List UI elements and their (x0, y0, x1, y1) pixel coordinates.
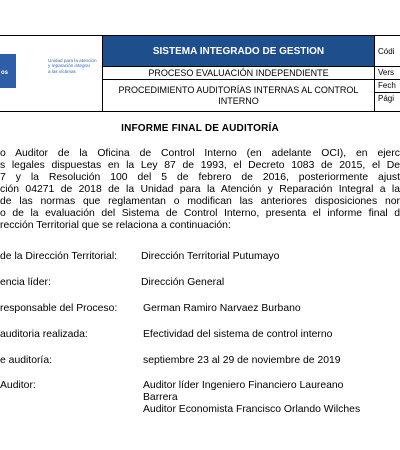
field-label: responsable del Proceso: (0, 303, 118, 314)
intro-line: 7 y la Resolución 100 del 5 de febrero de 2016, posteriormente ajust (0, 172, 400, 183)
procedure-name (103, 80, 375, 112)
logo-text-line: a las víctimas (48, 68, 76, 74)
code-label: Códi (375, 35, 400, 67)
field-value: German Ramiro Narvaez Burbano (143, 303, 301, 314)
field-label: de la Dirección Territorial: (0, 251, 118, 262)
field-label: Auditor: (0, 380, 36, 391)
field-value: septiembre 23 al 29 de noviembre de 2019 (143, 355, 341, 366)
page-label: Pági (375, 93, 400, 112)
intro-line: o de la evaluación del Sistema de Control Interno, presenta el informe final d (0, 208, 400, 219)
field-value: Auditor líder Ingeniero Financiero Laureano (143, 380, 344, 391)
procedure-line-1: PROCEDIMIENTO AUDITORÍAS INTERNAS AL CONTROL (118, 84, 359, 95)
field-value: Dirección Territorial Putumayo (141, 251, 280, 262)
procedure-line-2: INTERNO (218, 95, 259, 106)
date-label: Fech (375, 80, 400, 93)
logo-text-line: Unidad para la atención (48, 58, 97, 63)
intro-line: s legales dispuestas en la Ley 87 de 1993, el Decreto 1083 de 2015, el De (0, 160, 400, 171)
logo-cell (0, 35, 103, 112)
process-name: PROCESO EVALUACIÓN INDEPENDIENTE (103, 67, 375, 80)
field-label: auditoria realizada: (0, 329, 88, 340)
document-header-table (0, 35, 400, 112)
intro-line: ción 04271 de 2018 de la Unidad para la Atención y Reparación Integral a la (0, 184, 400, 195)
report-title: INFORME FINAL DE AUDITORÍA (121, 123, 279, 134)
logo-text-line: y reparación integral (48, 63, 90, 69)
field-label: e auditoría: (0, 355, 52, 366)
field-value-second-auditor: Auditor Economista Francisco Orlando Wilches (143, 404, 361, 415)
logo-text (48, 58, 98, 74)
field-value: Efectividad del sistema de control interno (143, 329, 333, 340)
field-label: encia líder: (0, 277, 51, 288)
intro-line: rección Territorial que se relaciona a continuación: (0, 220, 231, 231)
logo-icon (0, 54, 16, 88)
logo-mark-text: os (1, 70, 9, 76)
field-value: Dirección General (141, 277, 225, 288)
intro-line: o Auditor de la Oficina de Control Interno (en adelante OCI), en ejerc (0, 148, 400, 159)
field-value-continued: Barrera (143, 392, 178, 403)
system-title: SISTEMA INTEGRADO DE GESTION (103, 35, 375, 67)
intro-line: de las normas que reglamentan o modifican las anteriores disposiciones nor (0, 196, 400, 207)
version-label: Vers (375, 67, 400, 80)
intro-paragraph (0, 148, 400, 232)
